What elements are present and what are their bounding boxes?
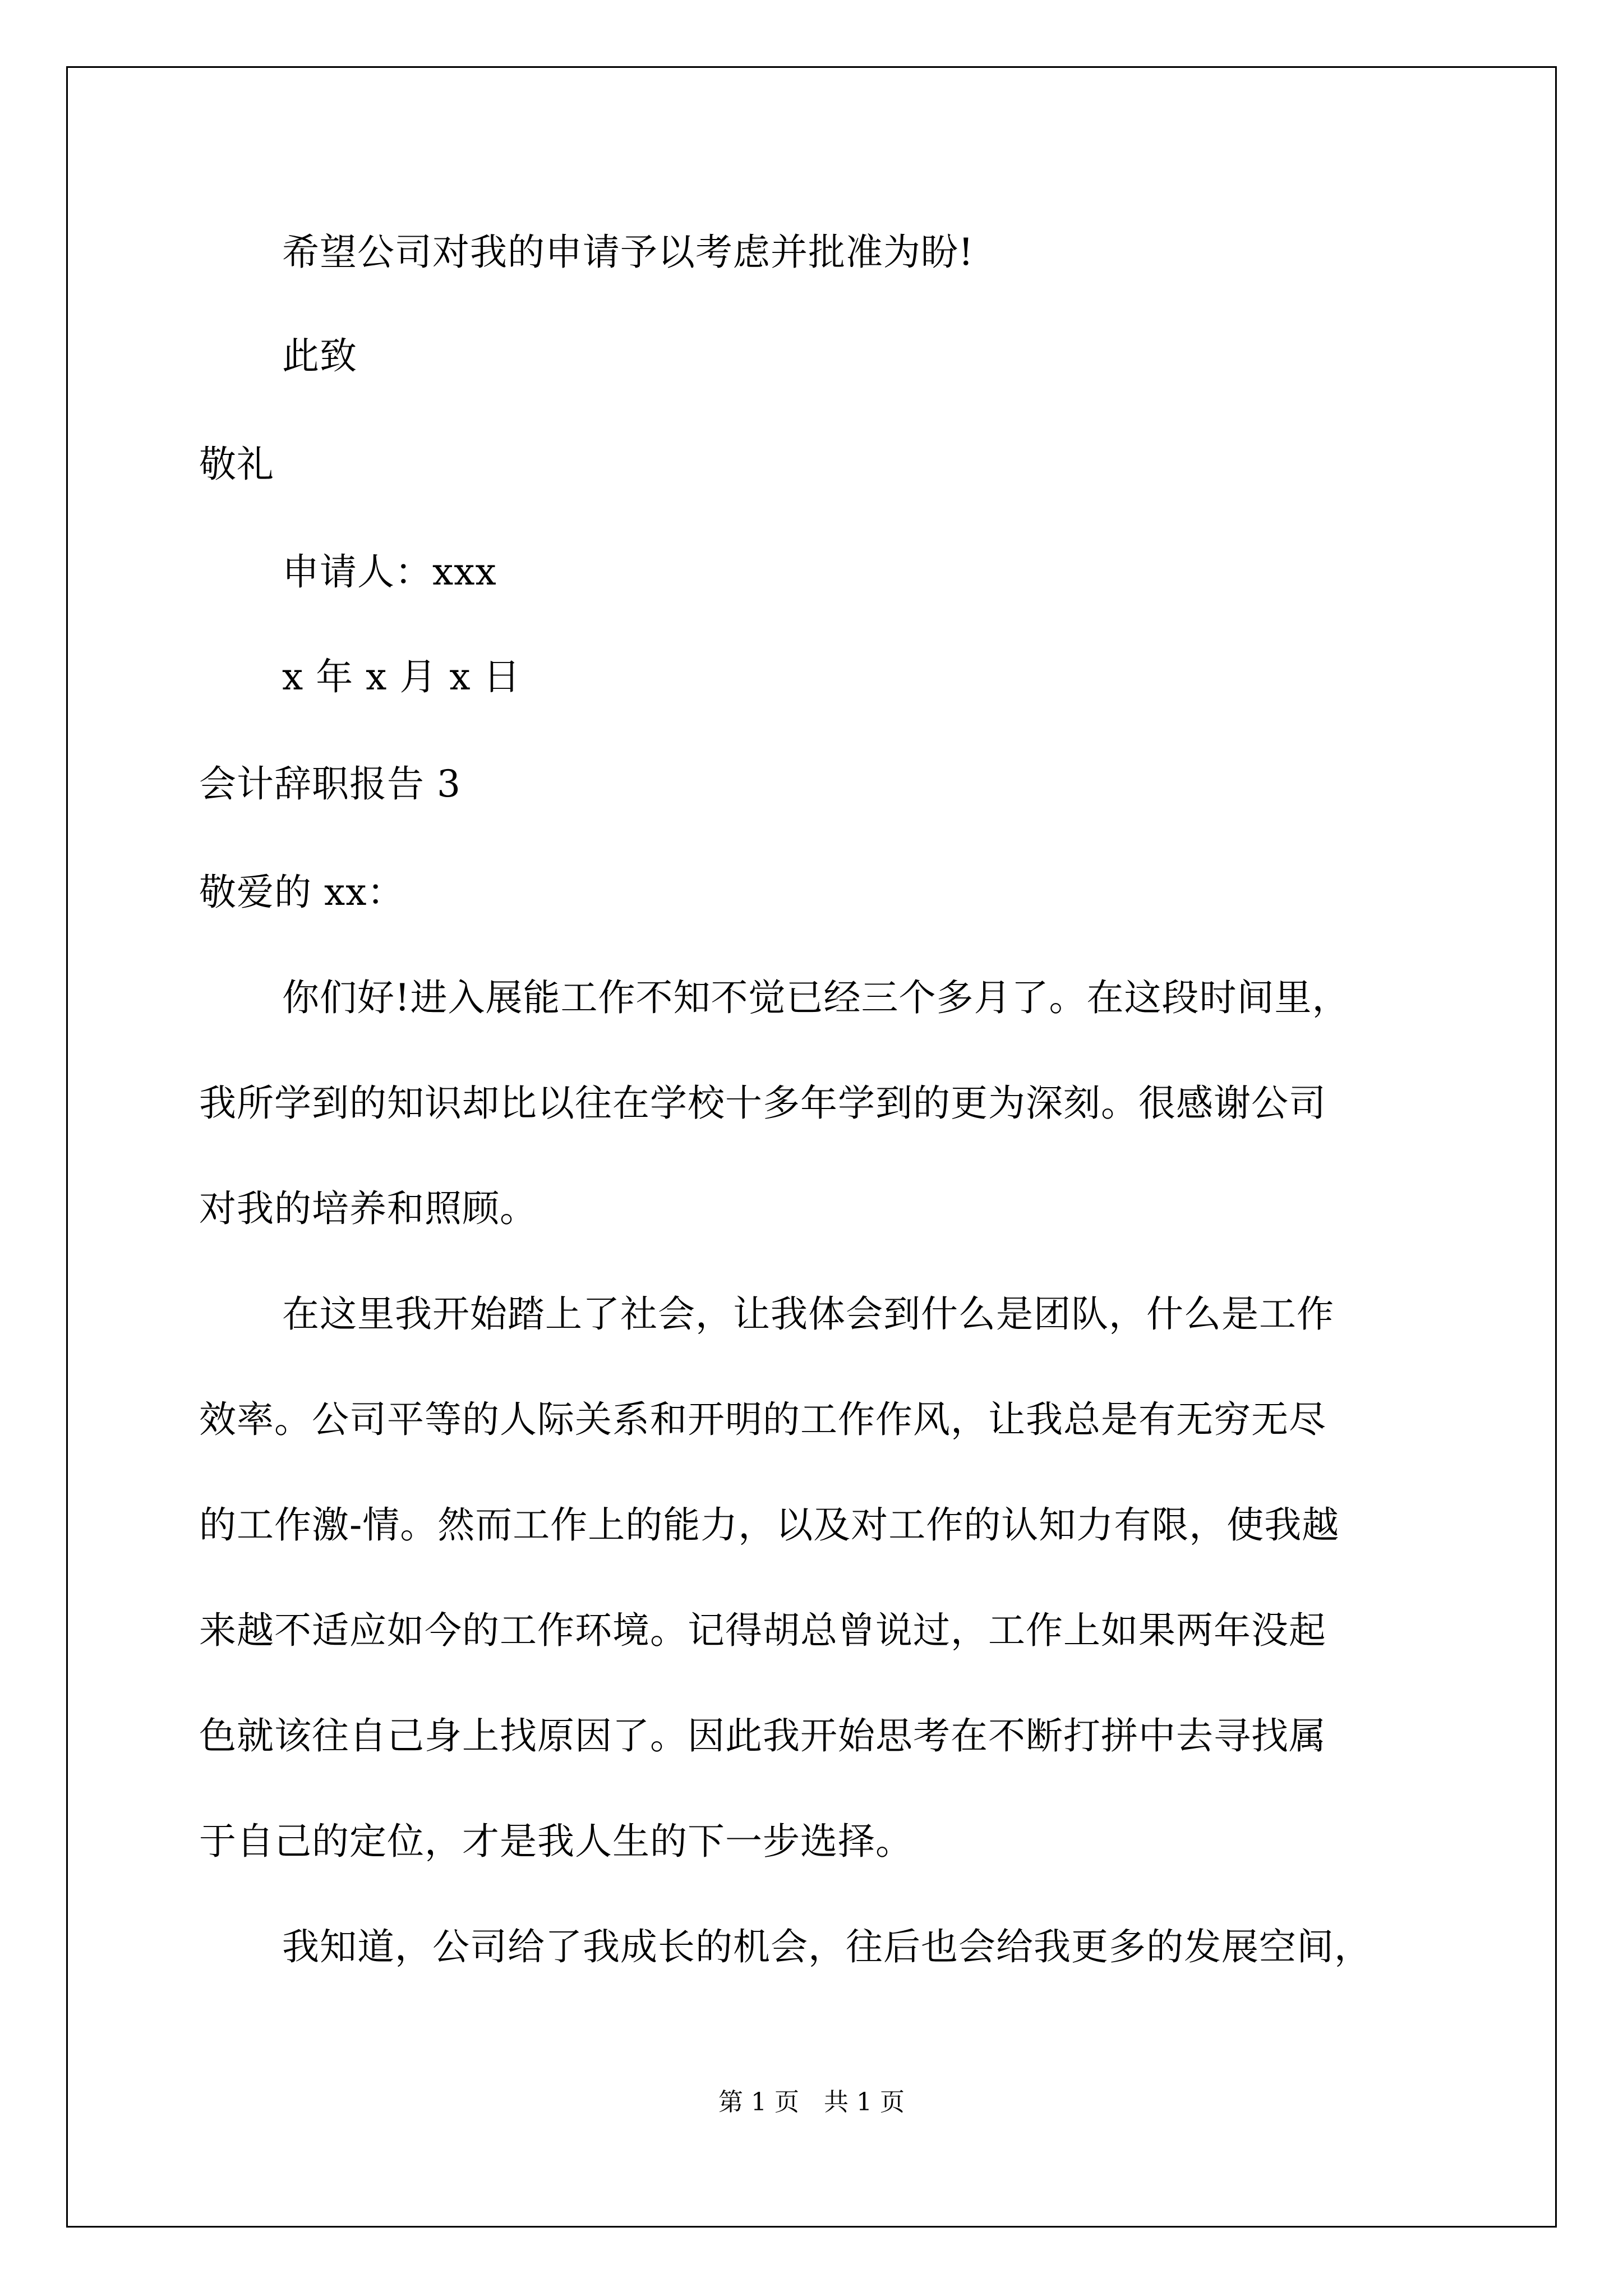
- paragraph-3-line-1: 我知道，公司给了我成长的机会，往后也会给我更多的发展空间，: [282, 1925, 1372, 1968]
- applicant-line: 申请人：xxx: [282, 550, 497, 593]
- date-line: x 年 x 月 x 日: [282, 655, 521, 698]
- paragraph-2-line-6: 于自己的定位，才是我人生的下一步选择。: [199, 1820, 913, 1863]
- paragraph-2-line-2: 效率。公司平等的人际关系和开明的工作作风，让我总是有无穷无尽: [199, 1398, 1326, 1441]
- salutation-jingli: 敬礼: [199, 443, 274, 486]
- page-border: [66, 66, 1557, 2228]
- paragraph-2-line-5: 色就该往自己身上找原因了。因此我开始思考在不断打拼中去寻找属: [199, 1714, 1326, 1757]
- salutation-cizhi: 此致: [282, 334, 357, 378]
- paragraph-1-line-1: 你们好!进入展能工作不知不觉已经三个多月了。在这段时间里，: [282, 976, 1350, 1019]
- closing-request-line: 希望公司对我的申请予以考虑并批准为盼!: [282, 231, 974, 274]
- section-heading: 会计辞职报告 3: [199, 762, 461, 806]
- paragraph-2-line-3: 的工作激-情。然而工作上的能力，以及对工作的认知力有限，使我越: [199, 1503, 1340, 1547]
- paragraph-1-line-3: 对我的培养和照顾。: [199, 1187, 537, 1230]
- paragraph-2-line-1: 在这里我开始踏上了社会，让我体会到什么是团队，什么是工作: [282, 1292, 1334, 1336]
- page-footer: 第 1 页 共 1 页: [718, 2088, 905, 2116]
- greeting-line: 敬爱的 xx：: [199, 871, 405, 914]
- paragraph-1-line-2: 我所学到的知识却比以往在学校十多年学到的更为深刻。很感谢公司: [199, 1082, 1326, 1125]
- paragraph-2-line-4: 来越不适应如今的工作环境。记得胡总曾说过，工作上如果两年没起: [199, 1609, 1326, 1652]
